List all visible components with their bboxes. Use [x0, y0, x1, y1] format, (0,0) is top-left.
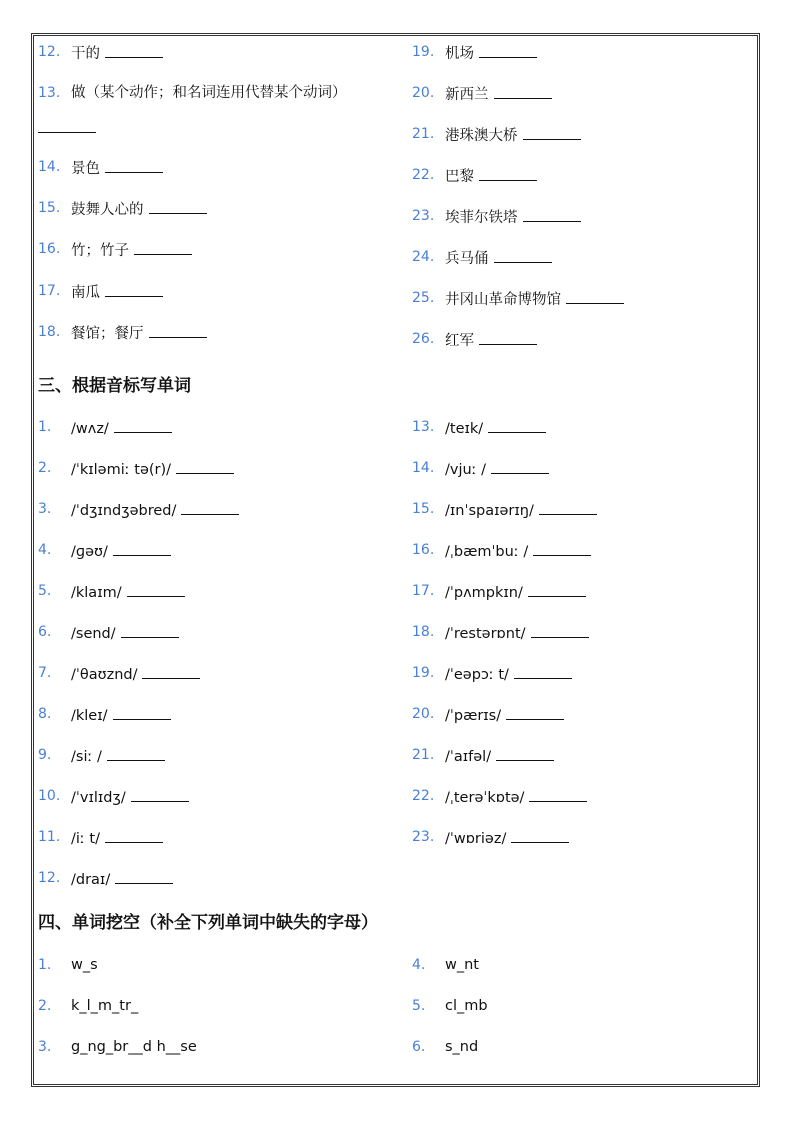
item-number: 2. [38, 460, 52, 476]
section-heading-phonetics: 三、根据音标写单词 [38, 376, 191, 396]
item-number: 6. [38, 624, 52, 640]
item-prompt: /wʌz/ [71, 421, 109, 437]
answer-blank[interactable] [113, 541, 171, 556]
item-number: 1. [38, 957, 52, 973]
item-prompt: /kleɪ/ [71, 708, 108, 724]
answer-blank[interactable] [105, 43, 163, 58]
item-prompt: /ˈθaʊznd/ [71, 667, 138, 683]
answer-blank[interactable] [523, 207, 581, 222]
item-number: 12. [38, 870, 61, 886]
item-prompt: /ˈkɪləmiː tə(r)/ [71, 462, 172, 478]
item-number: 25. [412, 290, 435, 306]
answer-blank[interactable] [531, 623, 589, 638]
item-prompt: 鼓舞人心的 [71, 202, 144, 218]
answer-blank[interactable] [105, 282, 163, 297]
item-prompt: /ɪnˈspaɪərɪŋ/ [445, 503, 534, 519]
answer-blank[interactable] [533, 541, 591, 556]
item-prompt: /ɡəʊ/ [71, 544, 108, 560]
item-number: 18. [38, 324, 61, 340]
item-prompt: 埃菲尔铁塔 [445, 210, 518, 226]
item-number: 5. [412, 998, 426, 1014]
item-number: 6. [412, 1039, 426, 1055]
item-prompt: /iː t/ [71, 831, 100, 847]
answer-blank[interactable] [539, 500, 597, 515]
item-number: 15. [38, 200, 61, 216]
item-prompt: /teɪk/ [445, 421, 484, 437]
item-prompt: cl_mb [445, 998, 488, 1014]
answer-blank[interactable] [113, 705, 171, 720]
item-number: 16. [412, 542, 435, 558]
item-prompt: /ˈwɒriəz/ [445, 831, 507, 847]
item-prompt: 餐馆；餐厅 [71, 326, 144, 342]
answer-blank[interactable] [142, 664, 200, 679]
item-number: 20. [412, 85, 435, 101]
item-number: 8. [38, 706, 52, 722]
item-prompt: 港珠澳大桥 [445, 128, 518, 144]
item-prompt: /ˈdʒɪndʒəbred/ [71, 503, 177, 519]
answer-blank[interactable] [479, 43, 537, 58]
answer-blank[interactable] [496, 746, 554, 761]
item-prompt: 做（某个动作；和名词连用代替某个动词） [71, 85, 347, 101]
item-number: 7. [38, 665, 52, 681]
item-number: 4. [412, 957, 426, 973]
answer-blank[interactable] [107, 746, 165, 761]
item-prompt: g_ng_br__d h__se [71, 1039, 197, 1055]
answer-blank[interactable] [528, 582, 586, 597]
item-prompt: k_l_m_tr_ [71, 998, 139, 1014]
item-prompt: /vjuː / [445, 462, 487, 478]
item-number: 19. [412, 665, 435, 681]
item-prompt: /klaɪm/ [71, 585, 122, 601]
item-number: 17. [38, 283, 61, 299]
item-number: 17. [412, 583, 435, 599]
answer-blank[interactable] [181, 500, 239, 515]
item-number: 26. [412, 331, 435, 347]
item-number: 14. [412, 460, 435, 476]
item-prompt: /ˈeəpɔː t/ [445, 667, 509, 683]
item-number: 2. [38, 998, 52, 1014]
answer-blank[interactable] [38, 132, 96, 133]
item-number: 22. [412, 167, 435, 183]
item-number: 3. [38, 501, 52, 517]
answer-blank[interactable] [494, 248, 552, 263]
item-prompt: 干的 [71, 46, 100, 62]
answer-blank[interactable] [131, 787, 189, 802]
item-prompt: 新西兰 [445, 87, 489, 103]
item-number: 15. [412, 501, 435, 517]
item-prompt: 景色 [71, 161, 100, 177]
answer-blank[interactable] [105, 158, 163, 173]
item-number: 16. [38, 241, 61, 257]
item-prompt: /ˌterəˈkɒtə/ [445, 790, 525, 806]
answer-blank[interactable] [176, 459, 234, 474]
item-number: 11. [38, 829, 61, 845]
item-prompt: /siː / [71, 749, 102, 765]
item-prompt: 南瓜 [71, 285, 100, 301]
item-prompt: s_nd [445, 1039, 479, 1055]
item-prompt: 竹；竹子 [71, 243, 129, 259]
item-prompt: /ˈpʌmpkɪn/ [445, 585, 523, 601]
item-number: 5. [38, 583, 52, 599]
item-number: 18. [412, 624, 435, 640]
answer-blank[interactable] [149, 199, 207, 214]
answer-blank[interactable] [566, 289, 624, 304]
item-prompt: /ˈrestərɒnt/ [445, 626, 526, 642]
answer-blank[interactable] [115, 869, 173, 884]
item-number: 4. [38, 542, 52, 558]
answer-blank[interactable] [479, 166, 537, 181]
item-number: 9. [38, 747, 52, 763]
item-number: 23. [412, 208, 435, 224]
item-number: 1. [38, 419, 52, 435]
item-prompt: /ˈaɪfəl/ [445, 749, 492, 765]
answer-blank[interactable] [114, 418, 172, 433]
item-number: 21. [412, 126, 435, 142]
answer-blank[interactable] [511, 828, 569, 843]
item-prompt: /ˌbæmˈbuː / [445, 544, 529, 560]
item-prompt: /ˈpærɪs/ [445, 708, 502, 724]
answer-blank[interactable] [529, 787, 587, 802]
answer-blank[interactable] [506, 705, 564, 720]
item-prompt: /draɪ/ [71, 872, 111, 888]
item-number: 12. [38, 44, 61, 60]
item-number: 13. [412, 419, 435, 435]
item-prompt: 红军 [445, 333, 474, 349]
item-prompt: /ˈvɪlɪdʒ/ [71, 790, 126, 806]
answer-blank[interactable] [127, 582, 185, 597]
item-number: 13. [38, 85, 61, 101]
item-number: 19. [412, 44, 435, 60]
item-number: 10. [38, 788, 61, 804]
answer-blank[interactable] [488, 418, 546, 433]
item-number: 3. [38, 1039, 52, 1055]
item-number: 20. [412, 706, 435, 722]
answer-blank[interactable] [514, 664, 572, 679]
item-number: 21. [412, 747, 435, 763]
item-prompt: 机场 [445, 46, 474, 62]
section-heading-fill-letters: 四、单词挖空（补全下列单词中缺失的字母） [38, 913, 378, 933]
item-number: 22. [412, 788, 435, 804]
answer-blank[interactable] [149, 323, 207, 338]
item-prompt: /send/ [71, 626, 116, 642]
item-prompt: 井冈山革命博物馆 [445, 292, 561, 308]
answer-blank[interactable] [134, 240, 192, 255]
answer-blank[interactable] [479, 330, 537, 345]
item-prompt: 兵马俑 [445, 251, 489, 267]
answer-blank[interactable] [121, 623, 179, 638]
answer-blank[interactable] [523, 125, 581, 140]
answer-blank[interactable] [105, 828, 163, 843]
answer-blank[interactable] [491, 459, 549, 474]
answer-blank[interactable] [494, 84, 552, 99]
item-number: 24. [412, 249, 435, 265]
item-number: 14. [38, 159, 61, 175]
item-prompt: 巴黎 [445, 169, 474, 185]
item-number: 23. [412, 829, 435, 845]
item-prompt: w_s [71, 957, 98, 973]
item-prompt: w_nt [445, 957, 479, 973]
